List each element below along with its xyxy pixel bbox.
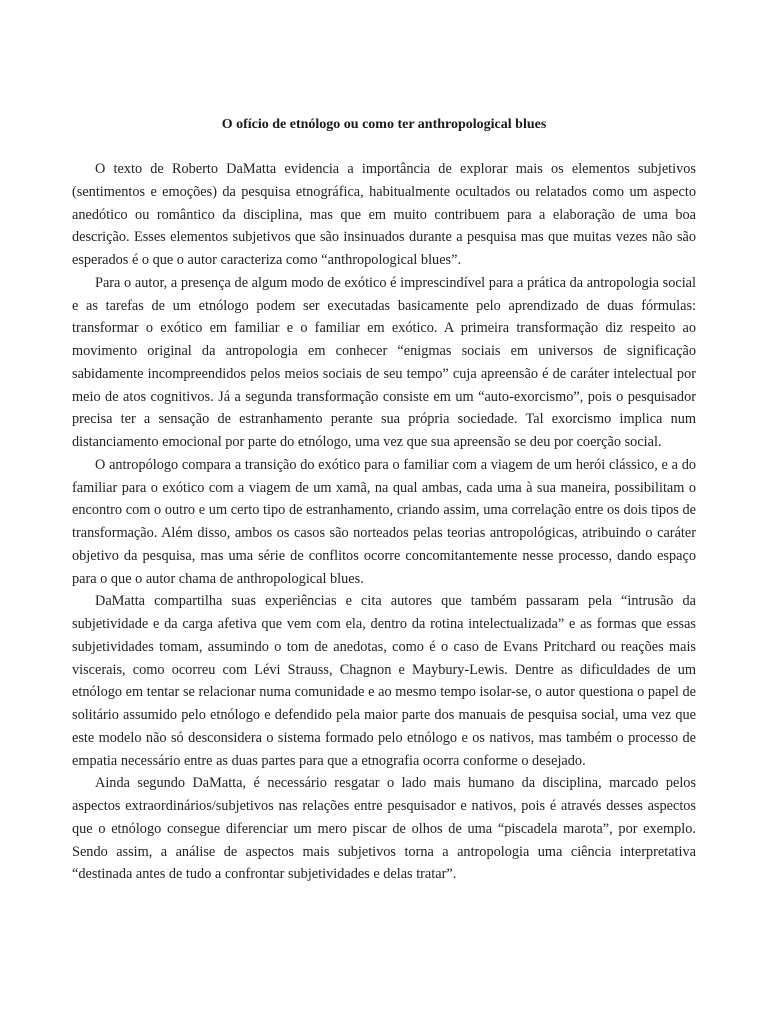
paragraph-1: O texto de Roberto DaMatta evidencia a importância de explorar mais os elementos subjetivos (sentimentos e emoções) da pesquisa etnográfica, habitualmente ocultados ou relatados como um aspecto anedótico ou romântico da disciplina, mas que em muito contribuem para a elaboração de uma boa descrição. Esses elementos subjetivos que são insinuados durante a pesquisa mas que muitas vezes não são esperados é o que o autor caracteriza como “anthropological blues”.	[72, 161, 696, 268]
paragraph-3: O antropólogo compara a transição do exótico para o familiar com a viagem de um herói clássico, e a do familiar para o exótico com a viagem de um xamã, na qual ambas, cada uma à sua maneira, possibilitam o encontro com o outro e um certo tipo de estranhamento, criando assim, uma correlação entre os dois tipos de transformação. Além disso, ambos os casos são norteados pelas teorias antropológicas, atribuindo o caráter objetivo da pesquisa, mas uma série de conflitos ocorre concomitantemente nesse processo, dando espaço para o que o autor chama de anthropological blues.	[72, 456, 696, 587]
document-title: O ofício de etnólogo ou como ter anthropological blues	[221, 117, 547, 132]
document-body	[72, 155, 696, 886]
paragraph-4: DaMatta compartilha suas experiências e cita autores que também passaram pela “intrusão da subjetividade e da carga afetiva que vem com ela, dentro da rotina intelectualizada” e as formas que essas subjetividades tomam, assumindo o tom de anedotas, como é o caso de Evans Pritchard ou reações mais viscerais, como ocorreu com Lévi Strauss, Chagnon e Maybury-Lewis. Dentre as dificuldades de um etnólogo em tentar se relacionar numa comunidade e ao mesmo tempo isolar-se, o autor questiona o papel de solitário assumido pelo etnólogo e defendido pela maior parte dos manuais de pesquisa social, uma vez que este modelo não só desconsidera o sistema formado pelo etnólogo e os nativos, mas também o processo de empatia necessário entre as duas partes para que a etnografia ocorra conforme o desejado.	[72, 593, 696, 769]
paragraph-5: Ainda segundo DaMatta, é necessário resgatar o lado mais humano da disciplina, marcado pelos aspectos extraordinários/subjetivos nas relações entre pesquisador e nativos, pois é através desses aspectos que o etnólogo consegue diferenciar um mero piscar de olhos de uma “piscadela marota”, por exemplo. Sendo assim, a análise de aspectos mais subjetivos torna a antropologia uma ciência interpretativa “destinada antes de tudo a confrontar subjetividades e delas tratar”.	[72, 775, 696, 883]
paragraph-2: Para o autor, a presença de algum modo de exótico é imprescindível para a prática da antropologia social e as tarefas de um etnólogo podem ser executadas basicamente pelo aprendizado de duas fórmulas: transformar o exótico em familiar e o familiar em exótico. A primeira transformação diz respeito ao movimento original da antropologia em conhecer “enigmas sociais em universos de significação sabidamente incompreendidos pelos meios sociais de seu tempo” cuja apreensão é de caráter intelectual por meio de atos cognitivos. Já a segunda transformação consiste em um “auto-exorcismo”, pois o pesquisador precisa ter a sensação de estranhamento perante sua própria sociedade. Tal exorcismo implica num distanciamento emocional por parte do etnólogo, uma vez que sua apreensão se deu por coerção social.	[72, 274, 696, 450]
